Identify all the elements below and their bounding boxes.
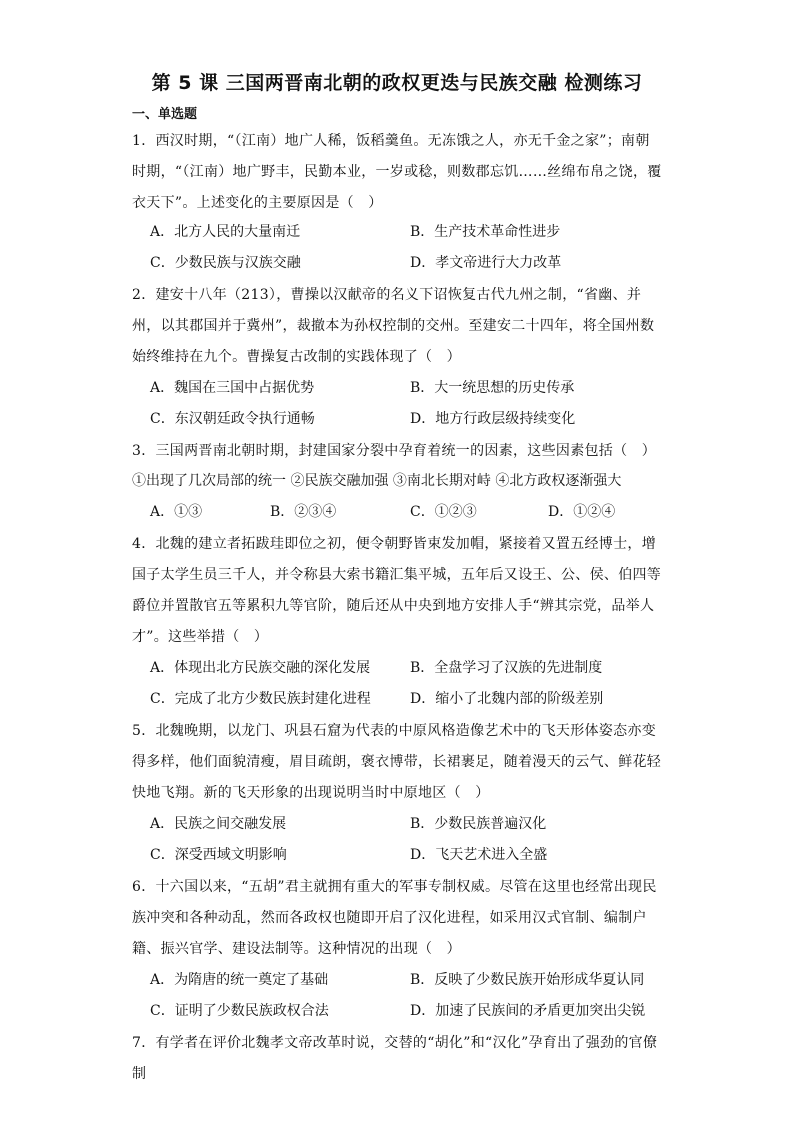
q6-option-a[interactable]: A．为隋唐的统一奠定了基础 — [150, 972, 329, 988]
question-2-stem: 2．建安十八年（213），曹操以汉献帝的名义下诏恢复古代九州之制，“省幽、并州，以其郡国并于冀州”，裁撤本为孙权控制的交州。至建安二十四年，将全国州数始终维持在九个。曹操复古改制的实践体现了（ ） — [132, 287, 655, 365]
q5-option-d[interactable]: D．飞天艺术进入全盛 — [410, 847, 548, 863]
question-3-stem: 3．三国两晋南北朝时期，封建国家分裂中孕育着统一的因素，这些因素包括（ ） — [132, 443, 657, 459]
question-1-stem: 1．西汉时期，“（江南）地广人稀，饭稻羹鱼。无冻饿之人，亦无千金之家”；南朝时期，“（江南）地广野丰，民勤本业，一岁或稔，则数郡忘饥……丝绵布帛之饶，覆衣天下”。上述变化的主要原因是（ ） — [132, 133, 662, 211]
q3-option-c[interactable]: C．①②③ — [410, 504, 477, 520]
question-4-stem: 4．北魏的建立者拓跋珪即位之初，便令朝野皆束发加帽，紧接着又置五经博士，增国子太学生员三千人，并令称县大索书籍汇集平城，五年后又设王、公、侯、伯四等爵位并置散官五等累积九等官阶，随后还从中央到地方安排人手“辨其宗党，品举人才”。这些举措（ ） — [132, 536, 662, 645]
q3-option-d[interactable]: D．①②④ — [548, 504, 616, 520]
q3-statements: ①出现了几次局部的统一 ②民族交融加强 ③南北长期对峙 ④北方政权逐渐强大 — [132, 473, 622, 489]
question-7-stem: 7．有学者在评价北魏孝文帝改革时说，交替的“胡化”和“汉化”孕育出了强劲的官僚制 — [132, 1035, 658, 1082]
q5-option-b[interactable]: B．少数民族普遍汉化 — [410, 816, 547, 832]
q6-option-d[interactable]: D．加速了民族间的矛盾更加突出尖锐 — [410, 1003, 646, 1019]
q3-option-a[interactable]: A．①③ — [150, 504, 203, 520]
section-heading: 一、单选题 — [132, 107, 198, 122]
q4-option-d[interactable]: D．缩小了北魏内部的阶级差别 — [410, 691, 604, 707]
question-5-stem: 5．北魏晚期，以龙门、巩县石窟为代表的中原风格造像艺术中的飞天形体姿态亦变得多样，他们面貌清瘦，眉目疏朗，褒衣博带，长裙裹足，随着漫天的云气、鲜花轻快地飞翔。新的飞天形象的出现说明当时中原地区（ ） — [132, 723, 662, 801]
q4-option-b[interactable]: B．全盘学习了汉族的先进制度 — [410, 660, 603, 676]
q1-option-b[interactable]: B．生产技术革命性进步 — [410, 224, 561, 240]
page-title: 第 5 课 三国两晋南北朝的政权更迭与民族交融 检测练习 — [151, 72, 643, 94]
q4-option-a[interactable]: A．体现出北方民族交融的深化发展 — [150, 660, 371, 676]
q5-option-a[interactable]: A．民族之间交融发展 — [150, 816, 287, 832]
q2-option-c[interactable]: C．东汉朝廷政令执行通畅 — [150, 411, 315, 427]
q1-option-c[interactable]: C．少数民族与汉族交融 — [150, 255, 301, 271]
q6-option-c[interactable]: C．证明了少数民族政权合法 — [150, 1003, 329, 1019]
q1-option-a[interactable]: A．北方人民的大量南迁 — [150, 224, 301, 240]
q2-option-b[interactable]: B．大一统思想的历史传承 — [410, 380, 575, 396]
q2-option-d[interactable]: D．地方行政层级持续变化 — [410, 411, 576, 427]
q5-option-c[interactable]: C．深受西域文明影响 — [150, 847, 287, 863]
question-6-stem: 6．十六国以来，“五胡”君主就拥有重大的军事专制权威。尽管在这里也经常出现民族冲突和各种动乱，然而各政权也随即开启了汉化进程，如采用汉式官制、编制户籍、振兴官学、建设法制等。这种情况的出现（ ） — [132, 879, 657, 957]
q2-option-a[interactable]: A．魏国在三国中占据优势 — [150, 380, 315, 396]
q6-option-b[interactable]: B．反映了少数民族开始形成华夏认同 — [410, 972, 645, 988]
q1-option-d[interactable]: D．孝文帝进行大力改革 — [410, 255, 562, 271]
q4-option-c[interactable]: C．完成了北方少数民族封建化进程 — [150, 691, 371, 707]
q3-option-b[interactable]: B．②③④ — [270, 504, 337, 520]
